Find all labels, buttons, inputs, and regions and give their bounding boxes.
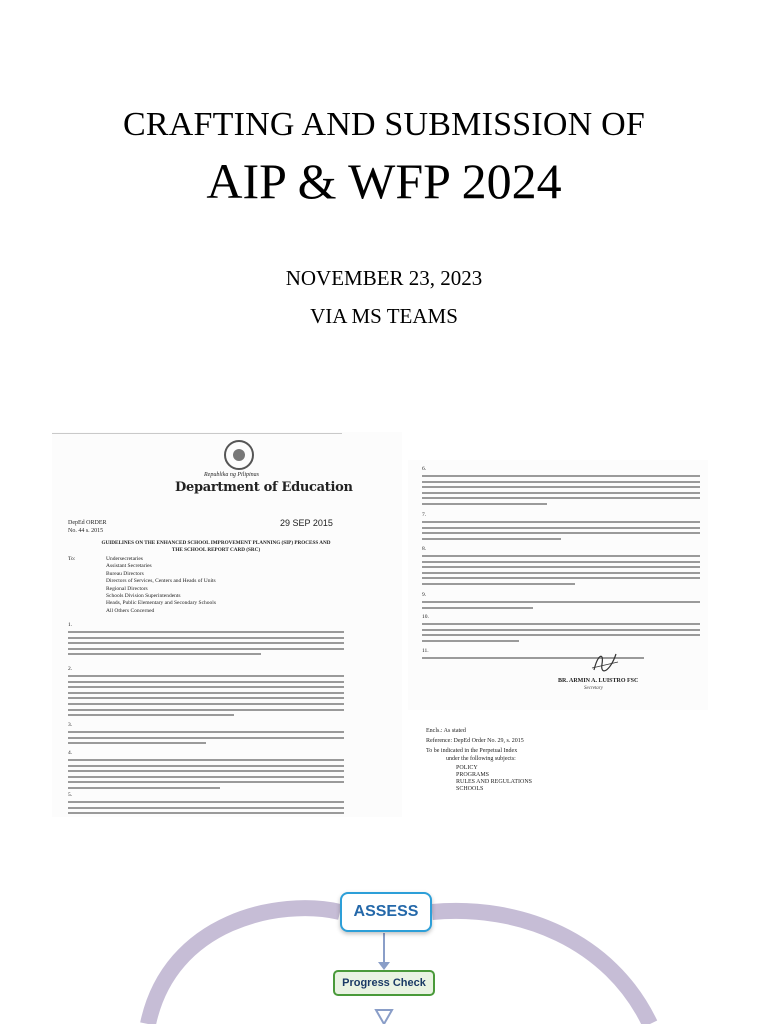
republic-label: Republika ng Pilipinas — [204, 472, 259, 478]
department-name: Department of Education — [175, 480, 353, 495]
arrow-down-icon — [378, 962, 390, 970]
recipient: Undersecretaries — [106, 556, 143, 562]
paragraph-number: 5. — [68, 792, 73, 798]
event-venue: VIA MS TEAMS — [310, 304, 458, 328]
subject-item: PROGRAMS — [456, 772, 490, 778]
paragraph-number: 11. — [422, 648, 429, 654]
paragraph-text-block — [68, 631, 344, 659]
paragraph-text-block — [422, 475, 700, 509]
paragraph-number: 2. — [68, 666, 73, 672]
cycle-arc-right — [432, 911, 650, 1024]
deped-order-scan — [52, 432, 402, 817]
cycle-arc-left — [148, 908, 340, 1024]
enclosure-note: Encls.: As stated — [426, 728, 466, 734]
index-note: To be indicated in the Perpetual Index — [426, 748, 518, 754]
title-line-2: AIP & WFP 2024 — [206, 153, 562, 209]
to-label: To: — [68, 556, 76, 562]
subject-item: SCHOOLS — [456, 786, 484, 792]
assess-node: ASSESS — [340, 892, 432, 932]
paragraph-text-block — [68, 759, 344, 793]
order-number: No. 44 s. 2015 — [68, 528, 104, 534]
recipient: Schools Division Superintendents — [106, 593, 181, 600]
event-date: NOVEMBER 23, 2023 — [285, 266, 483, 290]
scan-top-rule — [52, 433, 342, 434]
paragraph-text-block — [68, 801, 344, 817]
paragraph-text-block — [422, 601, 700, 612]
paragraph-number: 7. — [422, 512, 427, 518]
order-subject: GUIDELINES ON THE ENHANCED SCHOOL IMPROVEMENT PLANNING (SIP) PROCESS AND THE SCHOOL REPORT CARD (SRC) — [101, 540, 331, 553]
paragraph-text-block — [68, 731, 344, 748]
paragraph-number: 10. — [422, 614, 429, 620]
reference-note: Reference: DepEd Order No. 29, s. 2015 — [426, 738, 524, 744]
deped-seal-icon — [224, 440, 254, 470]
paragraph-number: 9. — [422, 592, 427, 598]
recipient: Heads, Public Elementary and Secondary Schools — [106, 600, 216, 607]
signatory-name: BR. ARMIN A. LUISTRO FSC — [558, 678, 639, 684]
cycle-diagram — [0, 850, 768, 1024]
paragraph-text-block — [422, 521, 700, 543]
title-line-1: CRAFTING AND SUBMISSION OF — [123, 106, 645, 143]
recipient: Assistant Secretaries — [106, 563, 152, 570]
recipient: Directors of Services, Centers and Heads of Units — [106, 578, 216, 585]
signature-icon — [590, 648, 620, 676]
paragraph-number: 1. — [68, 622, 73, 628]
recipient-list — [106, 556, 216, 615]
progress-check-node: Progress Check — [333, 970, 435, 996]
paragraph-text-block — [68, 675, 344, 720]
paragraph-text-block — [422, 623, 700, 645]
deped-order-scan-continued — [408, 460, 708, 710]
recipient: All Others Concerned — [106, 607, 155, 614]
order-date: 29 SEP 2015 — [280, 518, 333, 528]
paragraph-text-block — [422, 555, 700, 589]
paragraph-number: 3. — [68, 722, 73, 728]
subject-item: POLICY — [456, 765, 478, 771]
signatory-role: Secretary — [584, 686, 603, 691]
arrow-down-icon — [376, 1010, 392, 1024]
recipient: Bureau Directors — [106, 570, 144, 577]
recipient: Regional Directors — [106, 585, 148, 592]
paragraph-number: 6. — [422, 466, 427, 472]
paragraph-number: 8. — [422, 546, 427, 552]
subject-item: RULES AND REGULATIONS — [456, 779, 533, 785]
paragraph-text-block — [422, 657, 700, 663]
index-subnote: under the following subjects: — [446, 756, 516, 762]
paragraph-number: 4. — [68, 750, 73, 756]
order-label: DepEd ORDER — [68, 520, 107, 526]
